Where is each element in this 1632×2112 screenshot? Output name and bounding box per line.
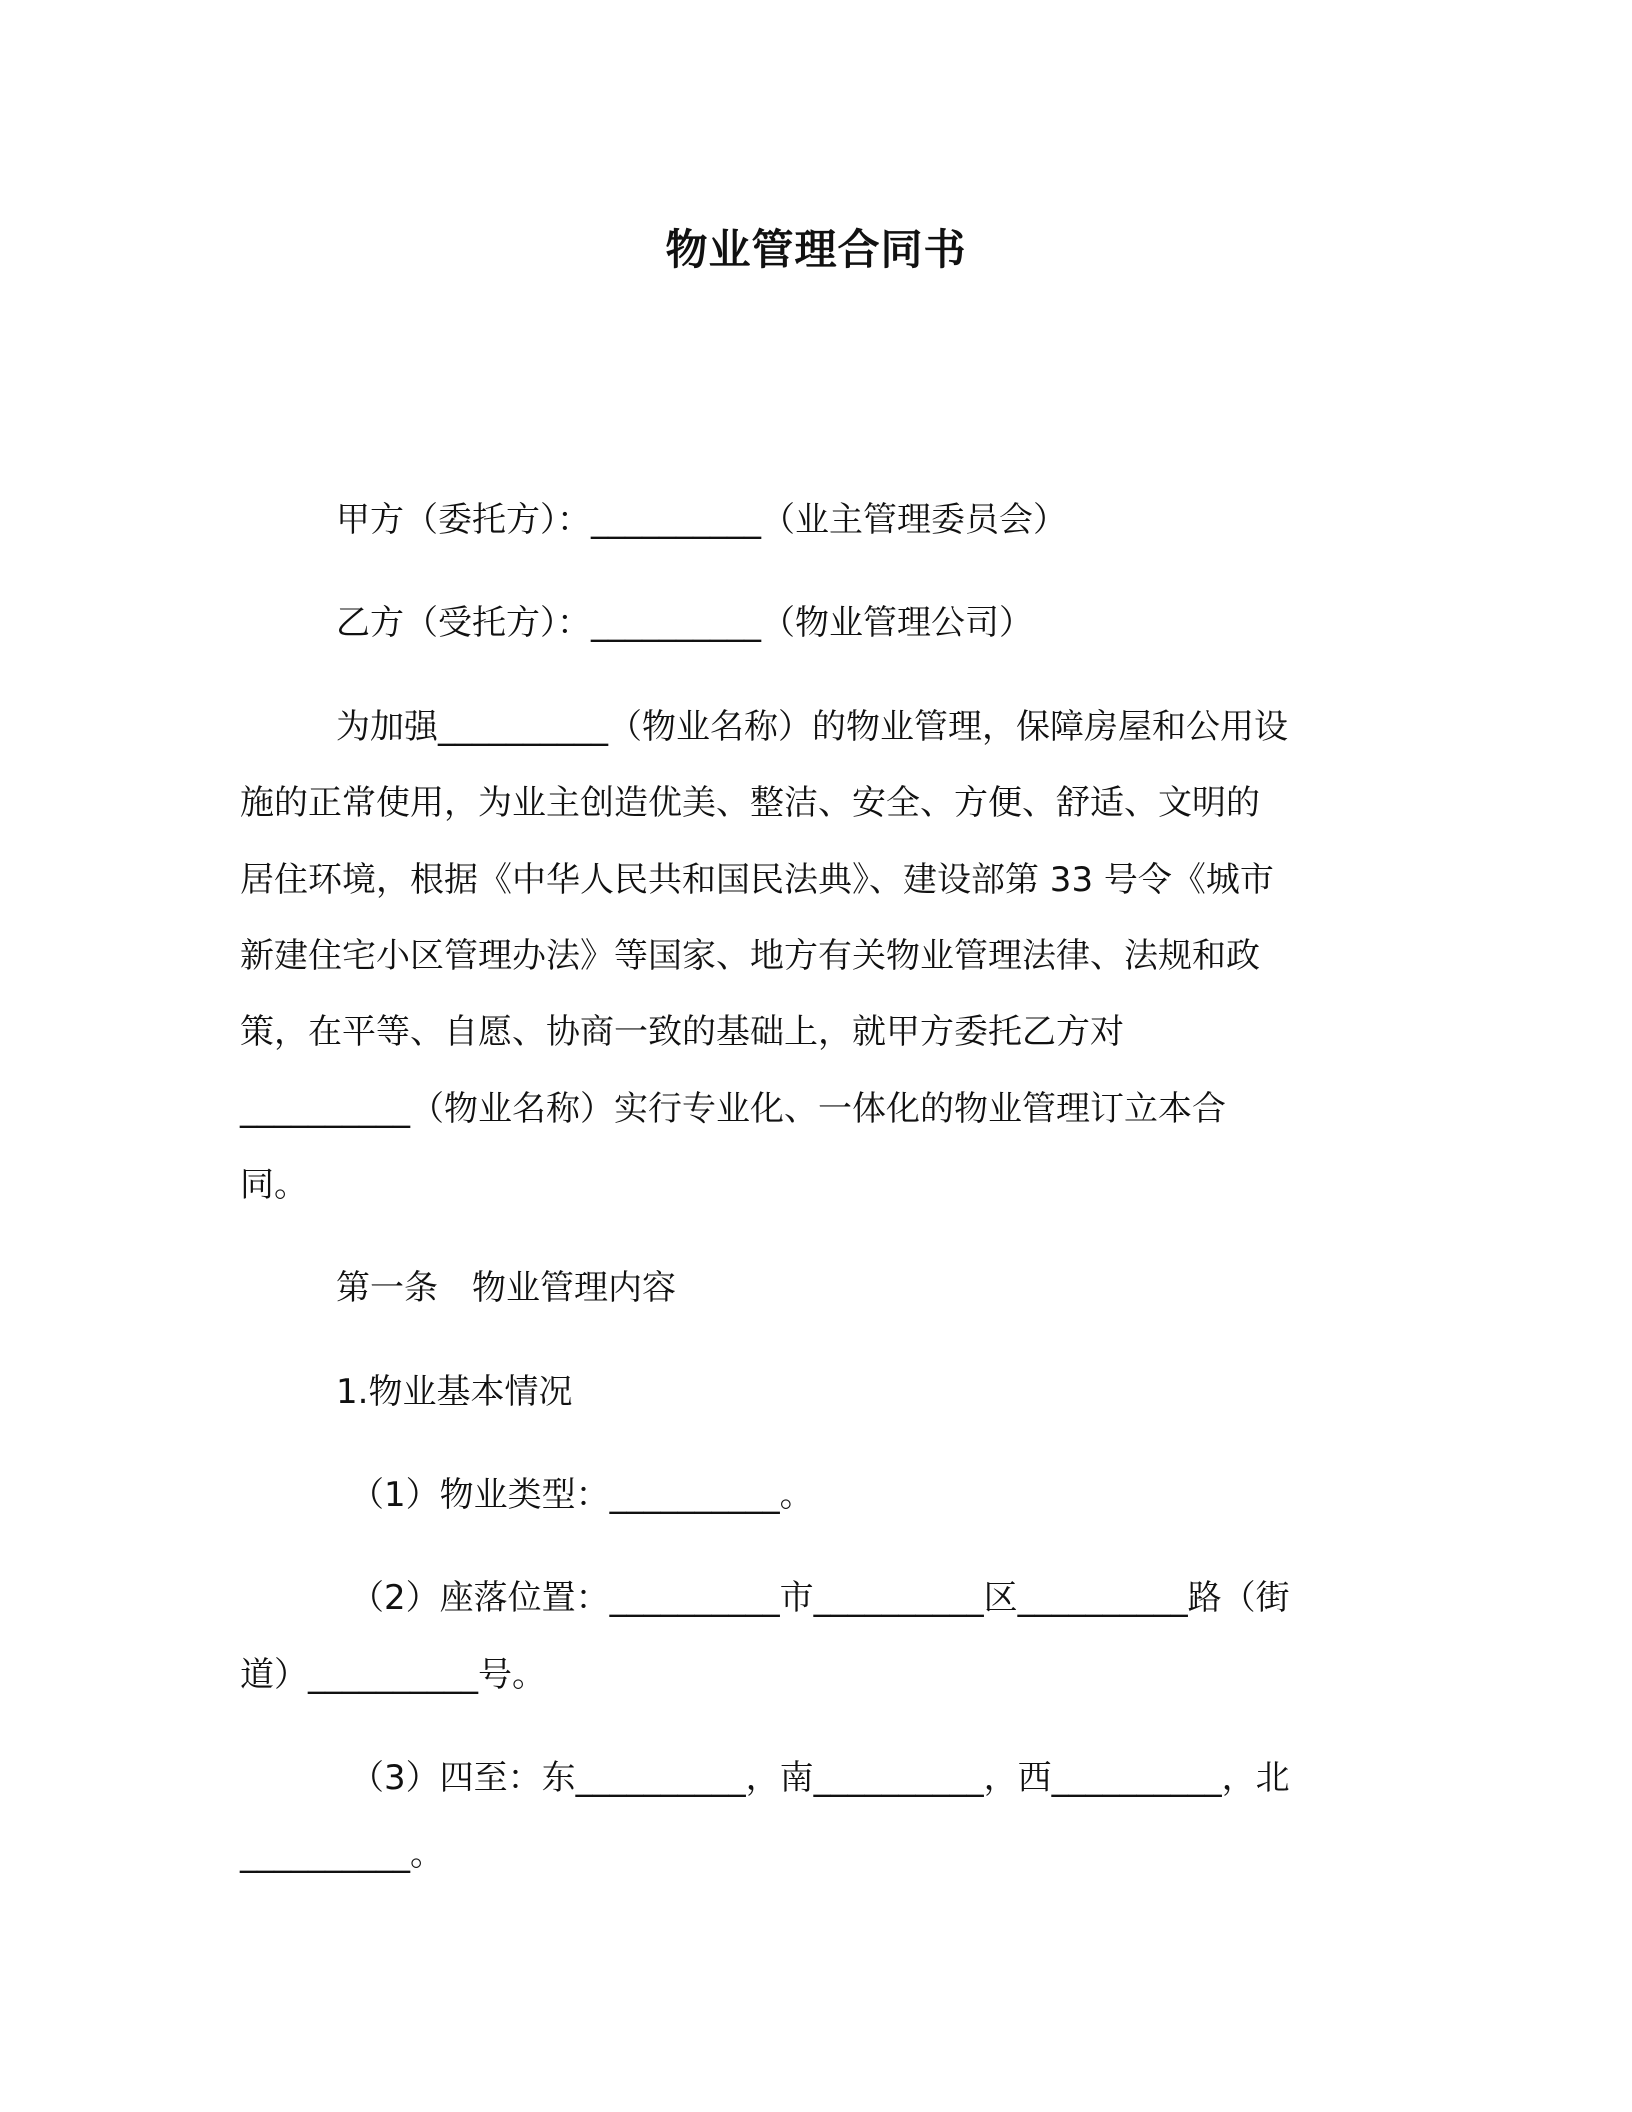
- item-boundaries-line-1: （3）四至：东__________，南__________，西__________，北: [350, 1758, 1290, 1798]
- item-boundaries-line-2: __________。: [240, 1834, 444, 1874]
- item-location-line-1: （2）座落位置：__________市__________区__________路（街: [350, 1578, 1290, 1618]
- preamble-line-6: __________（物业名称）实行专业化、一体化的物业管理订立本合: [240, 1089, 1226, 1129]
- preamble-line-4: 新建住宅小区管理办法》等国家、地方有关物业管理法律、法规和政: [240, 936, 1260, 976]
- document-title: 物业管理合同书: [665, 225, 967, 274]
- preamble-line-7: 同。: [240, 1165, 308, 1205]
- preamble-line-5: 策，在平等、自愿、协商一致的基础上，就甲方委托乙方对: [240, 1012, 1124, 1052]
- party-b-line: 乙方（受托方）：__________（物业管理公司）: [336, 603, 1033, 643]
- preamble-line-1: 为加强__________（物业名称）的物业管理，保障房屋和公用设: [336, 707, 1288, 747]
- item-location-line-2: 道）__________号。: [240, 1655, 546, 1695]
- preamble-line-3: 居住环境，根据《中华人民共和国民法典》、建设部第 33 号令《城市: [240, 860, 1274, 900]
- preamble-line-2: 施的正常使用，为业主创造优美、整洁、安全、方便、舒适、文明的: [240, 783, 1260, 823]
- article-1-heading: 第一条 物业管理内容: [336, 1268, 676, 1308]
- section-1-heading: 1.物业基本情况: [336, 1372, 573, 1412]
- party-a-line: 甲方（委托方）：__________（业主管理委员会）: [336, 500, 1067, 540]
- item-property-type: （1）物业类型：__________。: [350, 1475, 814, 1515]
